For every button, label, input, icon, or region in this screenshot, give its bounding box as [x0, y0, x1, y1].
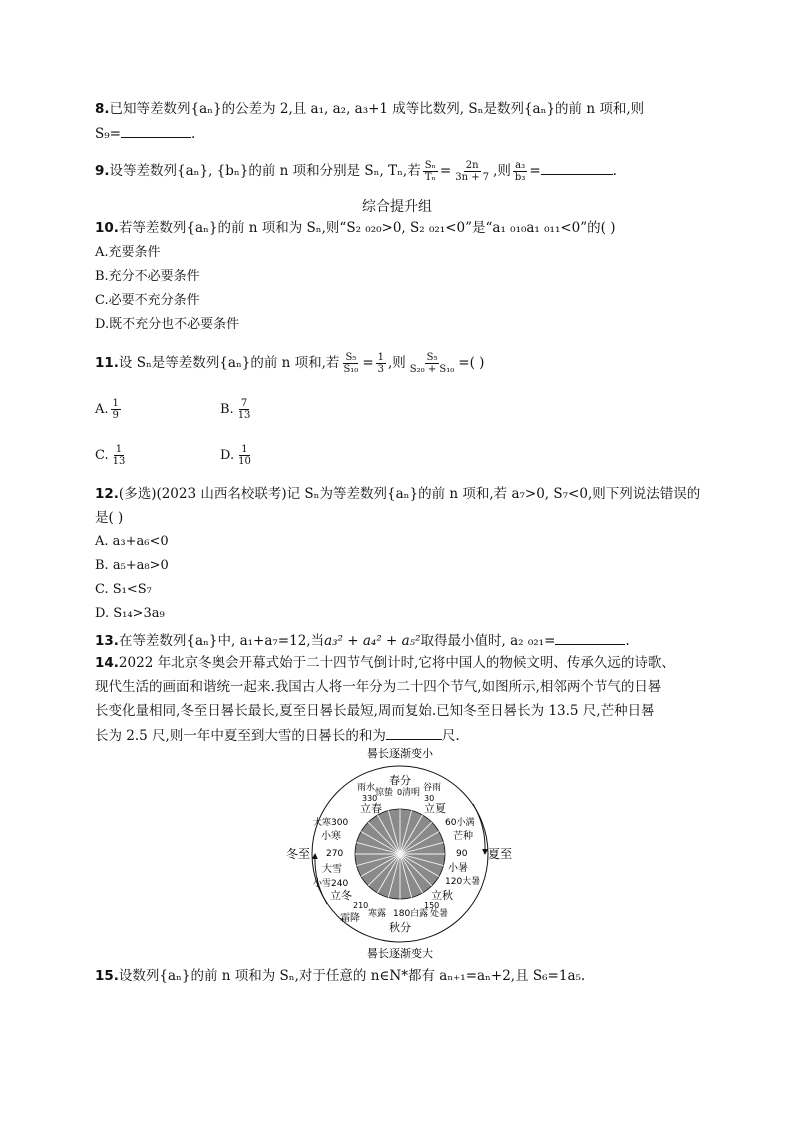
q11-mid: ,则	[388, 355, 406, 371]
q14-text-4: 长为 2.5 尺,则一年中夏至到大雪的日晷长的和为	[95, 728, 386, 744]
q12-number: 12.	[95, 486, 119, 502]
section-title: 综合提升组	[362, 199, 432, 215]
q11-option-c-den: 13	[112, 456, 126, 467]
q9-text-after: =	[529, 163, 541, 179]
label-lixia: 立夏	[424, 802, 446, 815]
label-qingming: 清明	[402, 788, 421, 798]
label-chunfen: 春分	[389, 774, 411, 787]
q10-option-a[interactable]: A.充要条件	[95, 245, 161, 260]
q11-option-c-frac	[111, 444, 128, 467]
q11-option-d-label: D.	[220, 448, 235, 463]
q9-frac3-num: a₃	[515, 160, 526, 171]
q15-text: 设数列{aₙ}的前 n 项和为 Sₙ,对于任意的 n∈N*都有 aₙ₊₁=aₙ+2,且 S₆=1a₅.	[118, 968, 586, 984]
q14-line4	[95, 725, 460, 746]
label-chushu: 处暑	[430, 909, 449, 919]
q14-text-1: 2022 年北京冬奥会开幕式始于二十四节气倒计时,它将中国人的物候文明、传承久远的诗歌、	[118, 655, 675, 671]
q9-frac2-num: 2n	[465, 160, 479, 171]
label-liqiu: 立秋	[431, 889, 453, 902]
label-30: 30	[424, 794, 435, 803]
q9-answer-blank[interactable]	[541, 160, 613, 175]
q13-answer-blank[interactable]	[555, 630, 625, 645]
q11-fraction-s5-s10	[341, 352, 360, 375]
q11-fraction-one-third	[376, 352, 386, 375]
q9-fraction-s-over-t	[423, 160, 438, 183]
label-330: 330	[362, 794, 378, 803]
q14-line3: 长变化量相同,冬至日晷长最长,夏至日晷长最短,周而复始.已知冬至日晷长为 13.5 尺,芒种日晷	[95, 703, 655, 719]
label-xiaohan: 小寒	[321, 831, 341, 842]
q14-answer-blank[interactable]	[386, 725, 442, 740]
q13-number: 13.	[95, 633, 119, 649]
q11-text-before: 设 Sₙ是等差数列{aₙ}的前 n 项和,若	[118, 355, 340, 371]
q9-mid: ,则	[493, 163, 511, 179]
q10-option-b[interactable]: B.充分不必要条件	[95, 269, 200, 284]
q12-option-a[interactable]: A. a₃+a₆<0	[95, 534, 169, 549]
q11-f2-den: 3	[377, 364, 384, 375]
q15-line	[95, 966, 585, 986]
q12-text: (多选)(2023 山西名校联考)记 Sₙ为等差数列{aₙ}的前 n 项和,若 a₇>0, S₇<0,则下列说法错误的	[118, 486, 701, 502]
label-hanlu: 寒露	[368, 909, 387, 919]
label-lichun: 立春	[360, 802, 382, 815]
q11-option-c-label: C.	[95, 448, 109, 463]
q11-option-d-den: 10	[238, 456, 251, 467]
q11-eq: =	[362, 355, 374, 371]
q10-line	[95, 218, 616, 238]
q11-f2-num: 1	[377, 352, 384, 363]
label-150: 150	[424, 901, 440, 910]
q13-text-after: 取得最小值时, a₂ ₀₂₁=	[420, 633, 556, 649]
q11-option-a[interactable]	[95, 398, 123, 421]
q8-number: 8.	[95, 101, 110, 117]
q8-line2: S₉= .	[95, 123, 195, 144]
label-lidong: 立冬	[330, 889, 352, 902]
q11-option-d-num: 1	[241, 444, 248, 455]
q11-option-b-frac	[236, 398, 253, 421]
q10-number: 10.	[95, 220, 119, 236]
q11-f1-den: S₁₀	[343, 364, 359, 375]
q8-text: 已知等差数列{aₙ}的公差为 2,且 a₁, a₂, a₃+1 成等比数列, Sₙ是数列{aₙ}的前 n 项和,则	[109, 101, 645, 117]
q14-line2: 现代生活的画面和谐统一起来.我国古人将一年分为二十四个节气,如图所示,相邻两个节气的日晷	[95, 679, 662, 695]
solar-terms-diagram	[285, 744, 515, 964]
q13-text-before: 在等差数列{aₙ}中, a₁+a₇=12,当	[118, 633, 325, 649]
q11-number: 11.	[95, 355, 119, 371]
gnomon-spokes	[355, 809, 445, 899]
q12-option-b[interactable]: B. a₅+a₈>0	[95, 558, 169, 573]
label-xiazhi: 夏至	[488, 847, 513, 861]
q9-fraction-a-over-b	[513, 160, 527, 183]
label-jingzhe: 惊蛰	[375, 788, 394, 798]
q11-option-a-den: 9	[112, 410, 119, 421]
label-bailu: 180白露	[393, 909, 429, 919]
q11-f3-num: S₅	[426, 352, 438, 363]
q11-line	[95, 352, 484, 375]
label-270: 270	[326, 849, 344, 859]
q11-option-a-frac	[111, 398, 121, 421]
q8-answer-blank[interactable]	[121, 123, 191, 138]
q9-number: 9.	[95, 163, 110, 179]
label-xiaoman: 60小满	[445, 818, 475, 828]
q11-f1-num: S₅	[345, 352, 357, 363]
label-dashu: 120大暑	[445, 877, 481, 887]
q11-option-b-den: 13	[237, 410, 251, 421]
q11-f3-den: S₂₀ + S₁₀	[409, 364, 455, 375]
bottom-caption: 晷长逐渐变大	[367, 947, 433, 960]
q9-text-before: 设等差数列{aₙ}, {bₙ}的前 n 项和分别是 Sₙ, Tₙ,若	[109, 163, 421, 179]
q10-option-c[interactable]: C.必要不充分条件	[95, 293, 200, 308]
top-caption: 晷长逐渐变小	[367, 747, 433, 760]
q11-option-a-label: A.	[95, 402, 109, 417]
q12-option-c[interactable]: C. S₁<S₇	[95, 582, 152, 597]
q11-option-b-num: 7	[240, 398, 248, 409]
q9-frac1-den: Tₙ	[424, 172, 436, 183]
label-210: 210	[353, 901, 369, 910]
q11-option-c-num: 1	[115, 444, 123, 455]
q13-expression: a₃² + a₄² + a₅²	[324, 633, 421, 649]
label-dongzhi: 冬至	[286, 847, 311, 861]
q11-text-after: =( )	[458, 355, 485, 371]
q11-option-d-frac	[236, 444, 253, 467]
q14-number: 14.	[95, 655, 119, 671]
arrow-right	[473, 804, 485, 852]
label-dahan: 大寒300	[313, 818, 349, 828]
label-daxue: 大雪	[322, 864, 342, 875]
q10-option-d[interactable]: D.既不充分也不必要条件	[95, 317, 240, 332]
q12-option-d[interactable]: D. S₁₄>3a₉	[95, 606, 165, 621]
label-xiaoshu: 小暑	[448, 863, 468, 874]
q9-frac1-num: Sₙ	[424, 160, 436, 171]
q9-frac3-den: b₃	[514, 172, 526, 183]
q11-option-d[interactable]	[220, 444, 255, 467]
q14-line1	[95, 653, 675, 673]
label-mangzhong: 芒种	[453, 831, 473, 842]
q9-line: 9.设等差数列{aₙ}, {bₙ}的前 n 项和分别是 Sₙ, Tₙ,若 $\frac{\text{Sₙ}}{\text{Tₙ}}$ = $\frac{2n}{3n + 7}$ ,则 $\frac{\text{a₃}}{\text{b₃}}$ = .	[95, 160, 617, 183]
q11-option-b[interactable]	[220, 398, 254, 421]
q11-option-b-label: B.	[220, 402, 234, 417]
q13-line: 13.在等差数列{aₙ}中, a₁+a₇=12,当a₃² + a₄² + a₅²取得最小值时, a₂ ₀₂₁= .	[95, 630, 630, 651]
label-yushui: 雨水	[357, 783, 376, 793]
label-qiufen: 秋分	[389, 921, 411, 934]
q12-line1	[95, 484, 700, 504]
q11-option-c[interactable]	[95, 444, 129, 467]
q15-number: 15.	[95, 968, 119, 984]
q8-line1	[95, 99, 644, 119]
q9-eq: =	[439, 163, 452, 179]
q8-answer-prefix: S₉=	[95, 126, 121, 142]
label-shuangjiang: 霜降	[340, 913, 360, 924]
q12-line2: 是( )	[95, 510, 124, 526]
label-guyu: 谷雨	[423, 783, 442, 793]
q14-unit: 尺.	[441, 728, 460, 744]
q9-fraction-2n	[453, 160, 491, 183]
label-90: 90	[456, 849, 468, 859]
label-zero: 0	[397, 788, 403, 797]
label-xiaoxue: 小雪240	[313, 879, 349, 889]
q10-text: 若等差数列{aₙ}的前 n 项和为 Sₙ,则“S₂ ₀₂₀>0, S₂ ₀₂₁<0”是“a₁ ₀₁₀a₁ ₀₁₁<0”的( )	[118, 220, 616, 236]
q9-frac2-den: 3n + 7	[455, 172, 490, 183]
q11-option-a-num: 1	[112, 398, 119, 409]
q11-fraction-target	[408, 352, 456, 375]
